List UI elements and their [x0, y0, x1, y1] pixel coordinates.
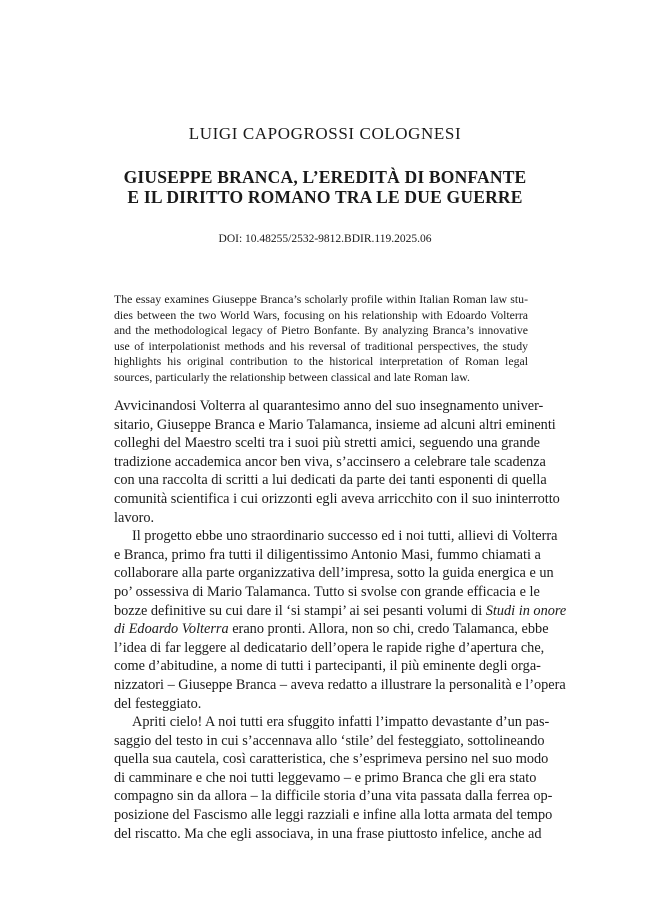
body-line: l’idea di far leggere al dedicatario dell’opera le rapide righe d’apertura che, [114, 639, 545, 656]
body-line [114, 620, 549, 639]
body-text: erano pronti. Allora, non so chi, credo Talamanca, ebbe [228, 621, 549, 638]
body-line: po’ ossessiva di Mario Talamanca. Tutto si svolse con grande efficacia e le [114, 583, 540, 600]
abstract [114, 292, 528, 386]
body-line: tradizione accademica ancor ben viva, s’accinsero a celebrare tale scadenza [114, 453, 546, 470]
article-title [0, 167, 650, 207]
body-line: Il progetto ebbe uno straordinario successo ed i noi tutti, allievi di Volterra [132, 528, 558, 545]
body-line: quella sua cautela, così caratteristica, che s’esprimeva persino nel suo modo [114, 751, 549, 768]
body-line: come d’abitudine, a nome di tutti i partecipanti, il più eminente degli orga- [114, 658, 541, 675]
body-line: comunità scientifica i cui orizzonti egli aveva arricchito con il suo ininterrotto [114, 490, 560, 507]
abstract-line: and the methodological legacy of Pietro Bonfante. By analyzing Branca’s innovative [114, 323, 528, 338]
doi: DOI: 10.48255/2532-9812.BDIR.119.2025.06 [218, 233, 432, 245]
body-line: compagno sin da allora – la difficile storia d’una vita passata dalla ferrea op- [114, 788, 553, 805]
body-line: con una raccolta di scritti a lui dedicati da parte dei tanti esponenti di quella [114, 472, 547, 489]
abstract-line: use of interpolationist methods and his reversal of traditional perspectives, the study [114, 338, 528, 353]
body-line: lavoro. [114, 509, 155, 526]
body-line: sitario, Giuseppe Branca e Mario Talamanca, insieme ad alcuni altri eminenti [114, 416, 556, 433]
body-line: saggio del testo in cui s’accennava allo ‘stile’ del festeggiato, sottolineando [114, 732, 545, 749]
body-line: del riscatto. Ma che egli associava, in una frase piuttosto infelice, anche ad [114, 825, 542, 842]
author-name: LUIGI CAPOGROSSI COLOGNESI [188, 124, 462, 143]
body-line [114, 602, 567, 621]
book-title-italic: Studi in onore [485, 602, 567, 619]
body-line: colleghi del Maestro scelti tra i suoi più stretti amici, seguendo una grande [114, 435, 541, 452]
body-line: del festeggiato. [114, 695, 202, 712]
body-line: nizzatori – Giuseppe Branca – aveva redatto a illustrare la personalità e l’opera [114, 676, 566, 693]
title-line: GIUSEPPE BRANCA, L’EREDITÀ DI BONFANTE [123, 167, 527, 187]
body-line: posizione del Fascismo alle leggi razziali e infine alla lotta armata del tempo [114, 807, 553, 824]
abstract-line: The essay examines Giuseppe Branca’s scholarly profile within Italian Roman law stu- [114, 292, 528, 306]
abstract-line: sources, particularly the relationship between classical and late Roman law. [114, 369, 470, 384]
body-line: Apriti cielo! A noi tutti era sfuggito infatti l’impatto devastante d’un pas- [132, 714, 550, 731]
body-text: bozze definitive su cui dare il ‘si stampi’ ai sei pesanti volumi di [114, 602, 486, 619]
book-title-italic: di Edoardo Volterra [114, 621, 229, 638]
title-line: E IL DIRITTO ROMANO TRA LE DUE GUERRE [127, 187, 523, 207]
body-line: di camminare e che noi tutti leggevamo – e primo Branca che gli era stato [114, 769, 537, 786]
body-line: e Branca, primo fra tutti il diligentissimo Antonio Masi, fummo chiamati a [114, 546, 541, 563]
body-line: Avvicinandosi Volterra al quarantesimo anno del suo insegnamento univer- [114, 398, 544, 414]
article-body [114, 397, 567, 843]
body-line: collaborare alla parte organizzativa dell’impresa, sotto la guida energica e un [114, 565, 554, 582]
abstract-line: highlights his original contribution to the historical interpretation of Roman legal [114, 354, 528, 369]
abstract-line: dies between the two World Wars, focusing on his relationship with Edoardo Volterra [114, 307, 528, 322]
